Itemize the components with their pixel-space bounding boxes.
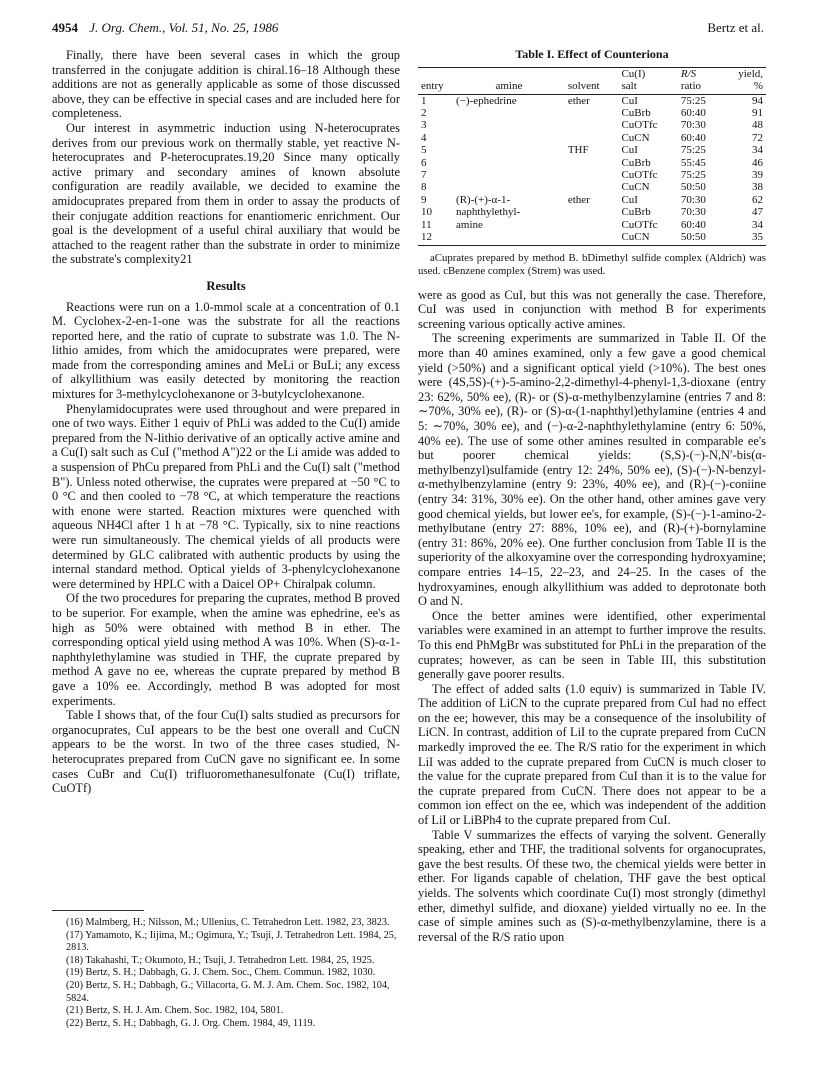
header-yield: % [729,80,766,95]
cell-yield: 91 [752,107,763,119]
cell-amine [453,119,565,131]
cell-ratio: 70:30 [680,193,706,206]
cell-salt: CuCN [621,131,650,144]
table-row [418,132,766,144]
cell-ratio: 60:40 [680,131,706,144]
cell-entry: 11 [421,218,432,231]
cell-solvent [565,231,619,246]
cell-amine: amine [456,218,483,231]
cell-salt: CuCN [618,231,677,246]
cell-ratio: 60:40 [680,218,706,231]
cell-ratio: 50:50 [680,181,706,194]
cell-amine [453,107,565,119]
cell-ratio: 70:30 [680,206,706,219]
table-row [418,169,766,181]
body-paragraph-1: were as good as CuI, but this was not generally the case. Therefore, CuI was used in conjunction with method B for experiments screening various optically active amines. [418,287,766,331]
cell-amine [453,144,565,156]
cell-entry: 2 [421,107,427,119]
cell-ratio: 60:40 [680,107,706,119]
header-amine: amine [453,80,565,95]
table-title: Table I. Effect of Counteriona [515,47,669,61]
cell-ratio: 75:25 [680,144,706,157]
cell-yield: 47 [752,206,763,219]
table-footnotes: aCuprates prepared by method B. bDimethyl sulfide complex (Aldrich) was used. cBenzene complex (Strem) was used. [418,252,766,278]
header-entry-top [418,67,453,80]
cell-entry: 10 [421,206,432,219]
cell-entry: 8 [421,181,427,194]
cell-solvent: ether [567,193,590,206]
cell-amine: naphthylethyl- [456,206,521,219]
cell-ratio: 55:45 [680,156,706,169]
cell-salt: CuOTfc [621,218,658,231]
footnote-21: (21) Bertz, S. H. J. Am. Chem. Soc. 1982, 104, 5801. [66,1005,284,1017]
cell-yield: 34 [752,144,763,157]
footnote-17: (17) Yamamoto, K.; Iijima, M.; Ogimura, Y.; Tsuji, J. Tetrahedron Lett. 1984, 25, 2813. [66,929,397,954]
cell-salt: CuCN [621,181,650,194]
table-row [418,94,766,107]
cell-entry: 3 [421,119,427,132]
page-number: 4954 [52,20,78,35]
cell-solvent [565,119,619,131]
cell-solvent [565,107,619,119]
cell-ratio: 75:25 [680,169,706,182]
cell-ratio: 50:50 [678,231,729,246]
footnote-18: (18) Takahashi, T.; Okumoto, H.; Tsuji, J. Tetrahedron Lett. 1984, 25, 1925. [66,954,375,966]
cell-yield: 39 [752,169,763,182]
cell-entry: 7 [421,169,427,182]
footnote-20: (20) Bertz, S. H.; Dabbagh, G.; Villacorta, G. M. J. Am. Chem. Soc. 1982, 104, 5824. [66,979,390,1004]
cell-salt: CuOTfc [621,119,658,132]
cell-yield: 94 [752,94,763,107]
running-head-authors: Bertz et al. [707,20,764,35]
cell-entry: 4 [421,131,427,144]
body-paragraph-3: Once the better amines were identified, other experimental variables were examined in an attempt to further improve the results. To this end PhMgBr was substituted for PhLi in the preparation of the cuprates; however, as can be seen in Table III, this substitution generally gave poorer results. [418,608,766,682]
results-paragraph-1: Reactions were run on a 1.0-mmol scale at a concentration of 0.1 M. Cyclohex-2-en-1-one was the substrate for all the reactions reported here, and the ratio of cuprate to substrate was 1.0. The N-lithio amides, from which the amidocuprates were prepared, were made from the corresponding amines and MeLi or BuLi; any excess of alkyllithium was easily detected by monitoring the reaction mixtures for 3-methylcyclohexanone or 3-butylcyclohexanone. [52,299,400,402]
table-row [418,219,766,231]
header-ratio-top: R/S [678,67,729,80]
table-row [418,107,766,119]
cell-yield: 46 [752,156,763,169]
cell-salt: CuBrb [621,206,651,219]
header-amine-top [453,67,565,80]
cell-yield: 62 [752,193,763,206]
cell-solvent: ether [567,94,590,107]
cell-yield: 72 [752,131,763,144]
journal-citation: J. Org. Chem., Vol. 51, No. 25, 1986 [89,20,279,35]
header-salt-top: Cu(I) [618,67,677,80]
table-row [418,231,766,246]
cell-solvent [565,181,619,193]
cell-ratio: 70:30 [680,119,706,132]
cell-salt: CuI [621,94,638,107]
cell-solvent [565,132,619,144]
cell-entry: 1 [421,94,427,107]
footnote-22: (22) Bertz, S. H.; Dabbagh, G. J. Org. Chem. 1984, 49, 1119. [66,1017,316,1029]
right-column [418,48,766,944]
cell-amine: (R)-(+)-α-1- [456,193,511,206]
running-head [52,20,764,40]
cell-solvent [565,206,619,218]
cell-entry: 12 [418,231,453,246]
body-paragraph-2: The screening experiments are summarized in Table II. Of the more than 40 amines examined, only a few gave a good chemical yield (>50%) and a significant optical yield (>10%). The best ones were (4S,5S)-(+)-5-amino-2,2-dimethyl-4-phenyl-1,3-dioxane (entry 23: 62%, 50% ee), (R)- or (S)-α-methylbenzylamine (entries 7 and 8: ∼70%, 30% ee), (R)- or (S)-α-(1-naphthyl)ethylamine (entries 4 and 5: ∼70%, 30% ee), and (−)-α-2-naphthylethylamine (entry 6: 50%, 40% ee). The use of some other amines resulted in comparable ee's but poorer chemical yields: (S,S)-(−)-N,N′-bis(α-methylbenzyl)sulfamide (entry 12: 24%, 50% ee), (S)-(−)-N-benzyl-α-methylbenzylamine (entry 9: 23%, 40% ee), and (R)-(−)-coniine (entry 34: 31%, 30% ee). On the other hand, other amines gave very good chemical yields, but lower ee's, for example, (S)-(−)-1-amino-2-methylbutane (entry 27: 88%, 10% ee), and (R)-(+)-bornylamine (entry 31: 86%, 20% ee). One further conclusion from Table II is the superiority of the alkoxyamine over the corresponding hydroxyamine; compare entries 14–15, 22–23, and 24–25. In the cases of the hydroxyamines, enough alkyllithium was added to deprotonate both O and N. [418,331,766,609]
cell-salt: CuOTfc [621,169,658,182]
cell-entry: 5 [421,144,427,157]
cell-salt: CuBrb [621,107,651,119]
cell-ratio: 75:25 [680,94,706,107]
table-row [418,157,766,169]
cell-solvent [565,219,619,231]
cell-salt: CuI [621,144,638,157]
table-row [418,144,766,156]
results-paragraph-3: Of the two procedures for preparing the cuprates, method B proved to be superior. For example, when the amine was ephedrine, ee's as high as 50% were obtained with method B in ether. The corresponding optical yield using method A was 10%. When (S)-α-1-naphthylethylamine was studied in THF, the cuprate prepared by method A gave no ee, whereas the cuprate prepared by method B gave a 10% ee. Accordingly, method B was adopted for most experiments. [52,591,400,708]
cell-yield: 38 [752,181,763,194]
header-salt: salt [618,80,677,95]
body-paragraph-4: The effect of added salts (1.0 equiv) is summarized in Table IV. The addition of LiCN to the cuprate prepared from CuI had no effect on the ee; however, this may be a consequence of the insolubility of LiCN. In contrast, addition of LiI to the cuprate prepared from CuCN markedly improved the ee. The R/S ratio for the experiment in which LiI was added to the cuprate prepared from CuCN is much closer to the value for the cuprate prepared from CuI than it is to the value for the cuprate prepared from CuCN. There does not appear to be a common ion effect on the ee, which was independent of the addition of LiI or LiBPh4 to the cuprate prepared from CuI. [418,681,766,828]
results-paragraph-2: Phenylamidocuprates were used throughout and were prepared in one of two ways. Either 1 equiv of PhLi was added to the Cu(I) amide prepared from the N-lithio derivative of an optically active amine and a Cu(I) salt such as CuI ("method A")22 or the Li amide was added to a suspension of PhCu prepared from PhLi and the Cu(I) salt ("method B"). Unless noted otherwise, the cuprates were prepared at −50 °C to 0 °C and then cooled to −78 °C, at which temperature the reactions with enone were started. Reaction mixtures were quenched with aqueous NH4Cl after 1 h at −78 °C. Typically, six to nine reactions were run simultaneously. The chemical yields of all products were determined by GLC calibrated with authentic products by using the internal standard method. Optical yields of 3-phenylcyclohexanone were determined by HPLC with a Daicel OP+ Chiralpak column. [52,401,400,591]
cell-solvent [565,157,619,169]
cell-entry: 9 [421,193,427,206]
cell-amine [453,181,565,193]
cell-amine [453,169,565,181]
header-solvent: solvent [565,80,619,95]
reference-footnotes [52,910,400,1030]
results-heading: Results [206,278,246,293]
footnote-19: (19) Bertz, S. H.; Dabbagh, G. J. Chem. Soc., Chem. Commun. 1982, 1030. [66,967,376,979]
cell-yield: 34 [752,218,763,231]
running-head-left [52,20,278,36]
header-ratio: ratio [678,80,729,95]
header-yield-top: yield, [729,67,766,80]
table-row [418,119,766,131]
cell-yield: 48 [752,119,763,132]
results-paragraph-4: Table I shows that, of the four Cu(I) salts studied as precursors for organocuprates, CuI appears to be the best one overall and CuCN appears to be the worst. In two of the three cases studied, N-heterocuprates prepared from CuCN gave no significant ee. In some cases CuBr and Cu(I) trifluoromethanesulfonate (Cu(I) triflate, CuOTf) [52,708,400,796]
header-solvent-top [565,67,619,80]
cell-amine [453,231,565,246]
footnote-16: (16) Malmberg, H.; Nilsson, M.; Ullenius, C. Tetrahedron Lett. 1982, 23, 3823. [66,917,390,928]
table-row [418,194,766,206]
cell-solvent [565,169,619,181]
header-entry: entry [418,80,453,95]
cell-yield: 35 [729,231,766,246]
cell-salt: CuI [621,193,638,206]
table-1 [418,48,766,278]
cell-amine [453,132,565,144]
table-row [418,181,766,193]
cell-entry: 6 [421,156,427,169]
body-paragraph-5: Table V summarizes the effects of varying the solvent. Generally speaking, ether and THF, the traditional solvents for organocuprates, gave the best results. Of these two, the chemical yields were better in ether. For ligands capable of chelation, THF gave the best optical yields. The solvents which coordinate Cu(I) most strongly (dimethyl ether, dimethyl sulfide, and dioxane) yielded virtually no ee. In the case of simple amines such as (S)-α-methylbenzylamine, there is a reversal of the R/S ratio upon [418,827,766,944]
counterion-table [418,67,766,247]
table-row [418,206,766,218]
cell-salt: CuBrb [621,156,651,169]
footnote-rule [52,910,144,911]
intro-paragraph-1: Finally, there have been several cases in which the group transferred in the conjugate addition is chiral.16–18 Although these additions are not as generally applicable as some of those discussed above, they can be effective in special cases and are included here for completeness. [52,48,400,121]
cell-amine [453,157,565,169]
intro-paragraph-2: Our interest in asymmetric induction using N-heterocuprates derives from our previous work on thermally stable, yet reactive N-heterocuprates and P-heterocuprates.19,20 Since many optically active primary and secondary amines of known absolute configuration are readily available, we decided to examine the amidocuprates prepared from them in order to assay the products of their conjugate addition reactions for enantiomeric enrichment. Our goal is the development of a useful chiral auxiliary that would be attached to the reagent rather than the substrate in order to minimize the substrate's complexity21 [52,120,400,267]
left-column [52,48,400,796]
cell-amine: (−)-ephedrine [456,94,517,107]
cell-solvent: THF [567,144,589,157]
